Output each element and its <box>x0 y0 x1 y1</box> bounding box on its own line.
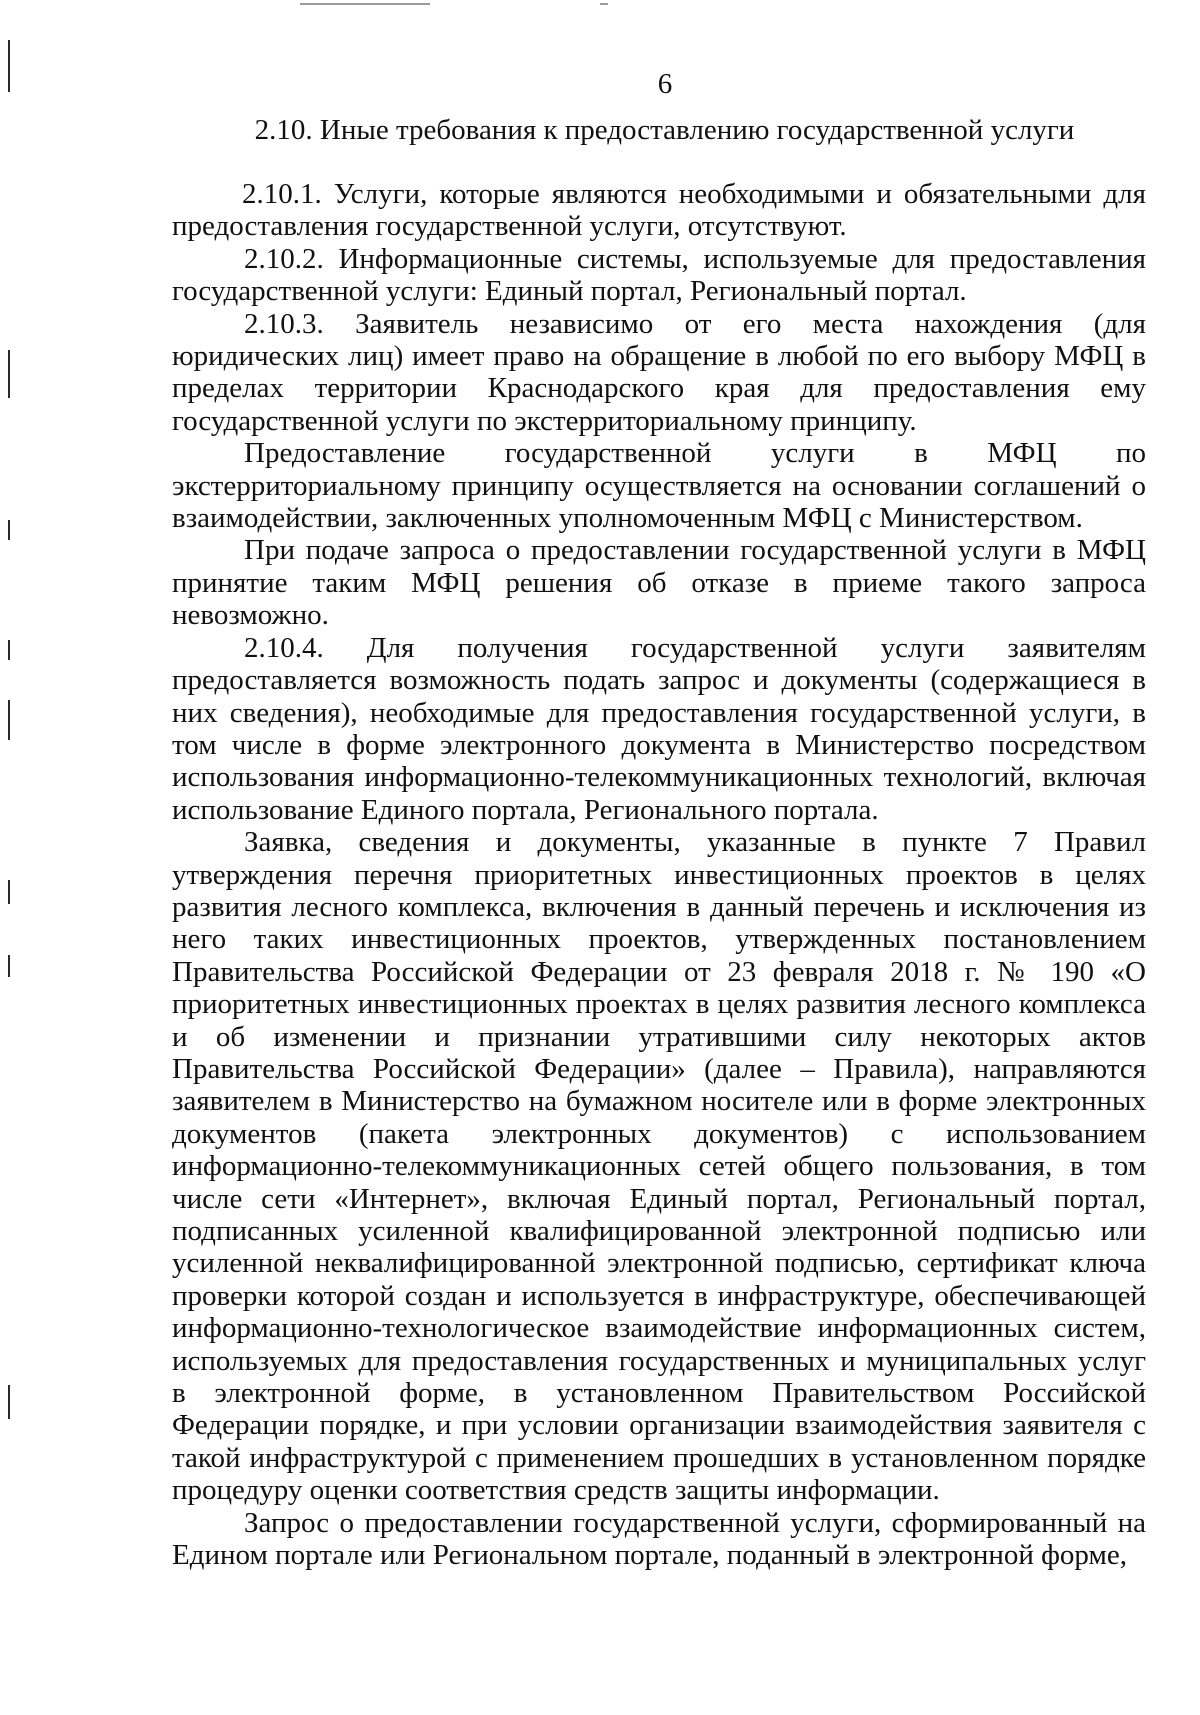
scan-artifact-margin-mark <box>8 955 10 977</box>
paragraph-2-10-4: 2.10.4. Для получения государственной услуги заявителям предоставляется возможность подать запрос и документы (содержащиеся в них сведения), необходимые для предоставления государственной услуги, в том числе в форме электронного документа в Министерство посредством использования информационно-телекоммуникационных технологий, включая использование Единого портала, Регионального портала. <box>172 631 1146 826</box>
paragraph-refusal: При подаче запроса о предоставлении государственной услуги в МФЦ принятие таким МФЦ решения об отказе в приеме такого запроса невозможно. <box>172 534 1146 632</box>
paragraph-2-10-2: 2.10.2. Информационные системы, используемые для предоставления государственной услуги: Единый портал, Региональный портал. <box>172 242 1146 308</box>
paragraph-request: Запрос о предоставлении государственной услуги, сформированный на Едином портале или Региональном портале, поданный в электронной форме, <box>172 1506 1146 1572</box>
page-number: 6 <box>657 68 673 100</box>
scan-artifact-top-rule <box>300 3 430 5</box>
paragraph-2-10-3: 2.10.3. Заявитель независимо от его места нахождения (для юридических лиц) имеет право на обращение в любой по его выбору МФЦ в пределах территории Краснодарского края для предоставления ему государственной услуги по экстерриториальному принципу. <box>172 307 1146 437</box>
scan-artifact-margin-mark <box>8 880 10 904</box>
scan-artifact-top-dot <box>600 3 608 5</box>
scan-artifact-margin-mark <box>8 350 10 398</box>
section-title: 2.10. Иные требования к предоставлению государственной услуги <box>254 114 1075 146</box>
scan-artifact-margin-mark <box>8 640 10 660</box>
paragraph-2-10-1: 2.10.1. Услуги, которые являются необходимыми и обязательными для предоставления государственной услуги, отсутствуют. <box>172 178 1146 243</box>
document-body <box>172 178 1146 1571</box>
scan-artifact-margin-mark <box>8 1385 10 1419</box>
paragraph-extraterritorial: Предоставление государственной услуги в МФЦ по экстерриториальному принципу осуществляется на основании соглашений о взаимодействии, заключенных уполномоченным МФЦ с Министерством. <box>172 437 1146 535</box>
scan-artifact-margin-mark <box>8 700 10 740</box>
paragraph-application: Заявка, сведения и документы, указанные в пункте 7 Правил утверждения перечня приоритетных инвестиционных проектов в целях развития лесного комплекса, включения в данный перечень и исключения из него таких инвестиционных проектов, утвержденных постановлением Правительства Российской Федерации от 23 февраля 2018 г. № 190 «О приоритетных инвестиционных проектах в целях развития лесного комплекса и об изменении и признании утратившими силу некоторых актов Правительства Российской Федерации» (далее – Правила), направляются заявителем в Министерство на бумажном носителе или в форме электронных документов (пакета электронных документов) с использованием информационно-телекоммуникационных сетей общего пользования, в том числе сети «Интернет», включая Единый портал, Региональный портал, подписанных усиленной квалифицированной электронной подписью или усиленной неквалифицированной электронной подписью, сертификат ключа проверки которой создан и используется в инфраструктуре, обеспечивающей информационно-технологическое взаимодействие информационных систем, используемых для предоставления государственных и муниципальных услуг в электронной форме, в установленном Правительством Российской Федерации порядке, и при условии организации взаимодействия заявителя с такой инфраструктурой с применением прошедших в установленном порядке процедуру оценки соответствия средств защиты информации. <box>172 826 1146 1507</box>
scan-artifact-margin-mark <box>8 520 10 540</box>
